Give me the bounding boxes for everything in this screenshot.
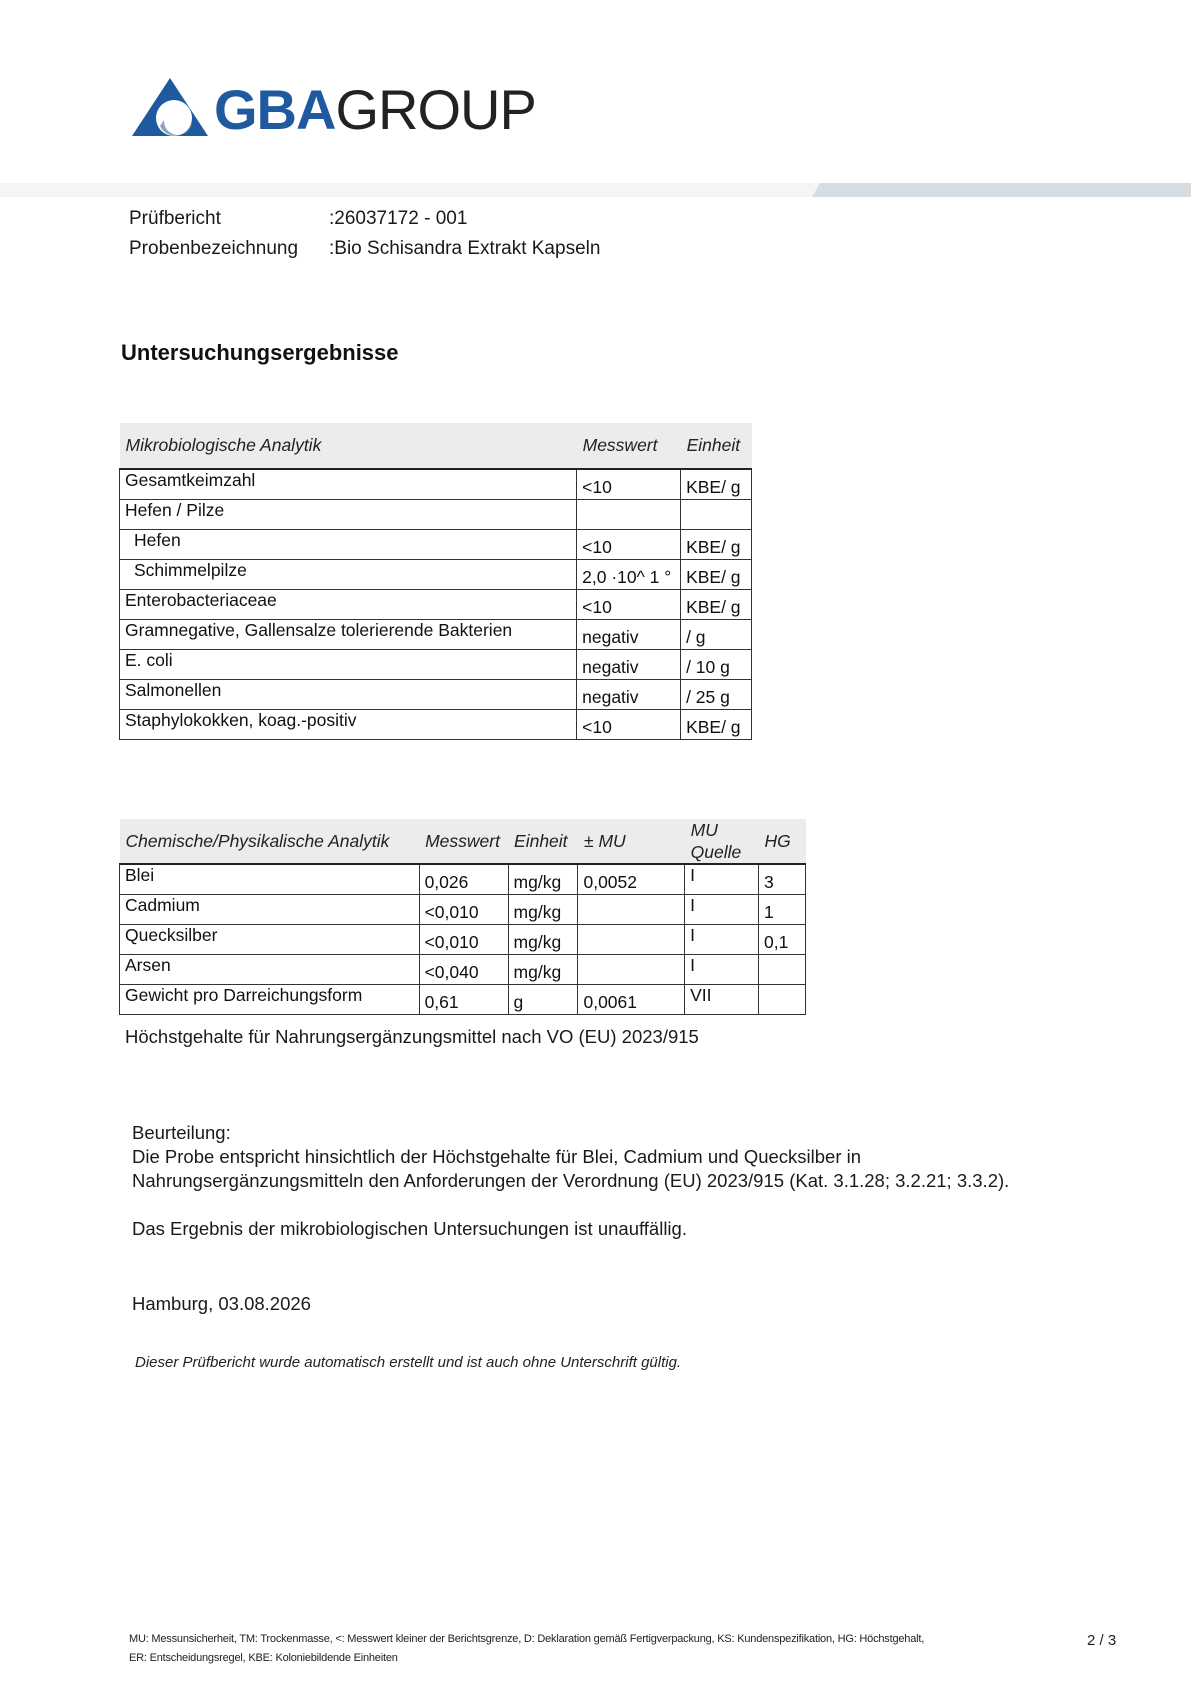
value-cell: negativ	[577, 620, 681, 650]
place-date: Hamburg, 03.08.2026	[132, 1293, 311, 1314]
value-cell: 2,0 ·10^ 1 °	[577, 560, 681, 590]
logo-wordmark-bold: GBA	[214, 78, 336, 141]
chem-header-unit: Einheit	[508, 819, 578, 864]
analyte-cell: Gramnegative, Gallensalze tolerierende Bakterien	[120, 620, 577, 650]
header-band	[0, 183, 1191, 197]
analyte-cell: Blei	[120, 864, 420, 895]
value-cell: negativ	[577, 650, 681, 680]
table-row	[120, 895, 806, 925]
analyte-cell: Staphylokokken, koag.-positiv	[120, 710, 577, 740]
unit-cell: KBE/ g	[681, 469, 752, 500]
report-number-value: :26037172 - 001	[329, 208, 468, 229]
unit-cell: KBE/ g	[681, 710, 752, 740]
assessment-line-2: Nahrungsergänzungsmitteln den Anforderungen der Verordnung (EU) 2023/915 (Kat. 3.1.28; 3.2.21; 3.3.2).	[132, 1170, 1010, 1191]
chem-header-mu-source-line1: MU	[690, 820, 718, 840]
value-cell: <10	[577, 590, 681, 620]
value-cell: negativ	[577, 680, 681, 710]
table-row	[120, 469, 752, 500]
analyte-cell: Cadmium	[120, 895, 420, 925]
chem-header-analyte: Chemische/Physikalische Analytik	[120, 819, 420, 864]
page-number: 2 / 3	[1087, 1632, 1117, 1649]
table-row	[120, 590, 752, 620]
section-title: Untersuchungsergebnisse	[121, 340, 399, 365]
mu-source-cell: I	[685, 925, 759, 955]
unit-cell: mg/kg	[508, 864, 578, 895]
micro-results-table	[119, 423, 752, 740]
value-cell: <10	[577, 469, 681, 500]
value-cell: <10	[577, 530, 681, 560]
chem-header-mu-source	[685, 819, 759, 864]
analyte-cell: Schimmelpilze	[120, 560, 577, 590]
assessment-line-3: Das Ergebnis der mikrobiologischen Untersuchungen ist unauffällig.	[132, 1218, 687, 1239]
micro-header-analyte: Mikrobiologische Analytik	[120, 423, 577, 469]
table-row	[120, 925, 806, 955]
hg-cell: 0,1	[759, 925, 806, 955]
value-cell: <10	[577, 710, 681, 740]
max-levels-note: Höchstgehalte für Nahrungsergänzungsmittel nach VO (EU) 2023/915	[125, 1026, 699, 1047]
unit-cell	[681, 500, 752, 530]
assessment-title: Beurteilung:	[132, 1122, 231, 1143]
unit-cell: KBE/ g	[681, 530, 752, 560]
hg-cell: 3	[759, 864, 806, 895]
table-row	[120, 530, 752, 560]
value-cell: <0,040	[419, 955, 508, 985]
sample-name-value: :Bio Schisandra Extrakt Kapseln	[329, 238, 601, 259]
analyte-cell: E. coli	[120, 650, 577, 680]
mu-cell	[578, 925, 685, 955]
auto-generated-note: Dieser Prüfbericht wurde automatisch erstellt und ist auch ohne Unterschrift gültig.	[135, 1354, 682, 1371]
assessment-line-1: Die Probe entspricht hinsichtlich der Höchstgehalte für Blei, Cadmium und Quecksilber in	[132, 1146, 862, 1167]
value-cell: 0,61	[419, 985, 508, 1015]
mu-cell: 0,0061	[578, 985, 685, 1015]
analyte-cell: Gewicht pro Darreichungsform	[120, 985, 420, 1015]
micro-header-unit: Einheit	[681, 423, 752, 469]
chem-header-row	[120, 819, 806, 864]
chem-header-mu: ± MU	[578, 819, 685, 864]
value-cell: <0,010	[419, 895, 508, 925]
logo-wordmark	[214, 78, 536, 142]
micro-header-row	[120, 423, 752, 469]
chem-results-table	[119, 819, 806, 1015]
mu-source-cell: I	[685, 955, 759, 985]
table-row	[120, 955, 806, 985]
micro-header-value: Messwert	[577, 423, 681, 469]
analyte-cell: Enterobacteriaceae	[120, 590, 577, 620]
analyte-cell: Quecksilber	[120, 925, 420, 955]
footer-legend-line-1: MU: Messunsicherheit, TM: Trockenmasse, <: Messwert kleiner der Berichtsgrenze, D: Deklaration gemäß Fertigverpackung, KS: Kundenspezifikation, HG: Höchstgehalt,	[129, 1633, 925, 1645]
unit-cell: KBE/ g	[681, 560, 752, 590]
table-row	[120, 560, 752, 590]
chem-header-hg: HG	[759, 819, 806, 864]
value-cell: 0,026	[419, 864, 508, 895]
report-number-label: Prüfbericht	[129, 208, 221, 229]
value-cell	[577, 500, 681, 530]
table-row	[120, 864, 806, 895]
mu-cell	[578, 895, 685, 925]
mu-source-cell: I	[685, 895, 759, 925]
analyte-cell: Hefen	[120, 530, 577, 560]
unit-cell: / g	[681, 620, 752, 650]
mu-source-cell: VII	[685, 985, 759, 1015]
mu-cell: 0,0052	[578, 864, 685, 895]
unit-cell: / 10 g	[681, 650, 752, 680]
analyte-cell: Arsen	[120, 955, 420, 985]
chem-header-value: Messwert	[419, 819, 508, 864]
unit-cell: / 25 g	[681, 680, 752, 710]
analyte-cell: Gesamtkeimzahl	[120, 469, 577, 500]
chem-header-mu-source-line2: Quelle	[690, 842, 742, 862]
analyte-cell: Hefen / Pilze	[120, 500, 577, 530]
analyte-cell: Salmonellen	[120, 680, 577, 710]
table-row	[120, 620, 752, 650]
unit-cell: mg/kg	[508, 925, 578, 955]
table-row	[120, 680, 752, 710]
sample-name-label: Probenbezeichnung	[129, 238, 299, 259]
unit-cell: KBE/ g	[681, 590, 752, 620]
hg-cell	[759, 985, 806, 1015]
table-row	[120, 650, 752, 680]
mu-cell	[578, 955, 685, 985]
unit-cell: g	[508, 985, 578, 1015]
table-row	[120, 985, 806, 1015]
mu-source-cell: I	[685, 864, 759, 895]
unit-cell: mg/kg	[508, 955, 578, 985]
table-row	[120, 500, 752, 530]
unit-cell: mg/kg	[508, 895, 578, 925]
logo-wordmark-light: GROUP	[335, 78, 536, 141]
hg-cell	[759, 955, 806, 985]
footer-legend-line-2: ER: Entscheidungsregel, KBE: Koloniebildende Einheiten	[129, 1652, 398, 1664]
table-row	[120, 710, 752, 740]
hg-cell: 1	[759, 895, 806, 925]
value-cell: <0,010	[419, 925, 508, 955]
